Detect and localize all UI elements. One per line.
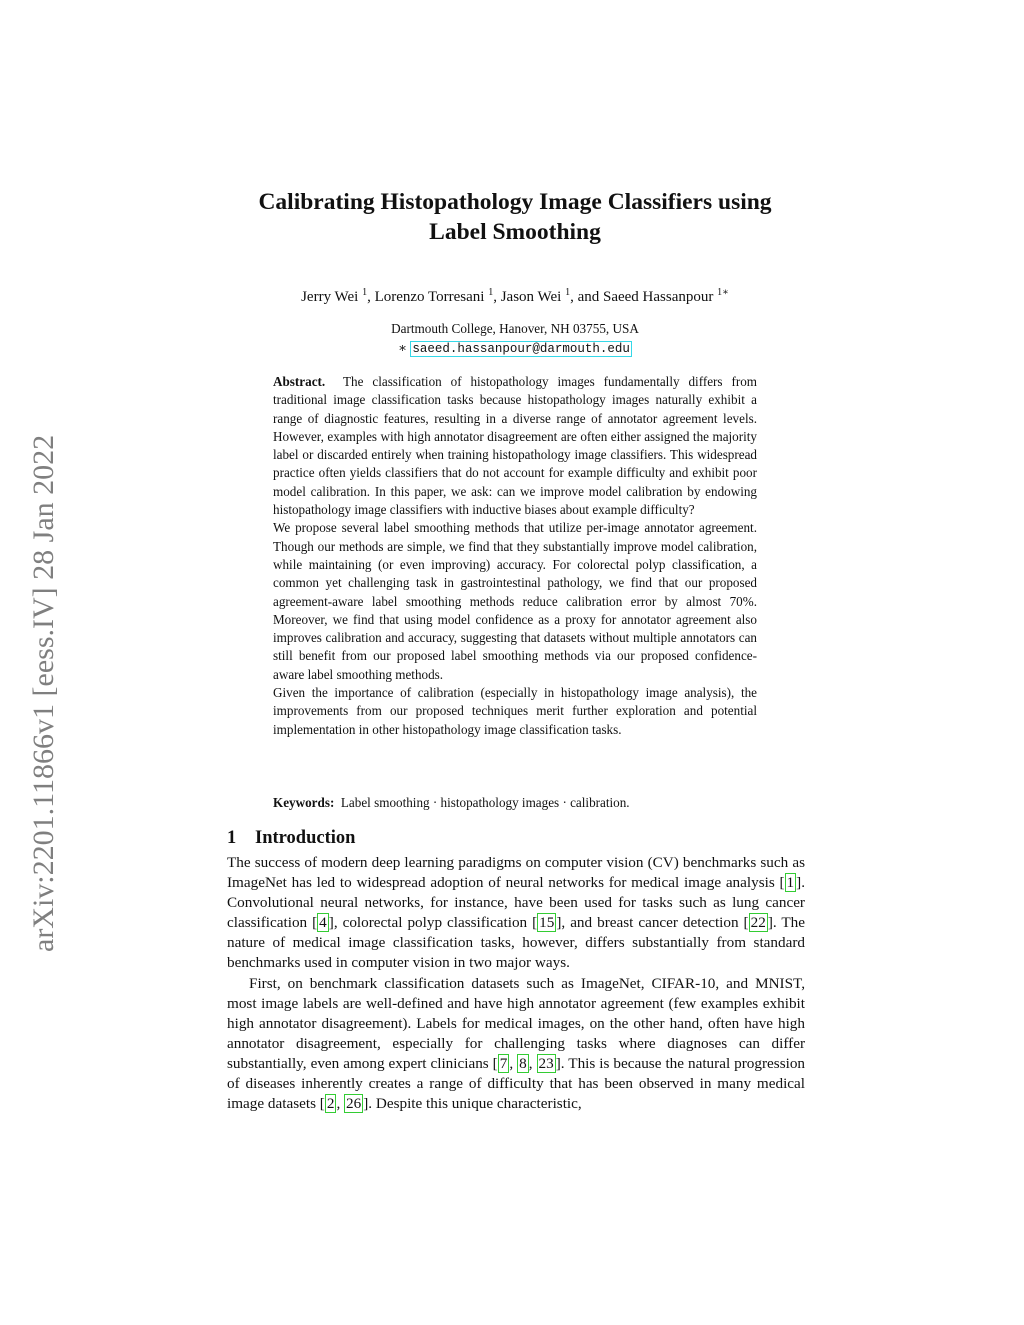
- citation-link[interactable]: 4: [319, 914, 327, 932]
- paragraph-text: ]. The nature of medical image classification tasks, however, differs substantially from standard benchmarks used in computer vision in two major ways.: [227, 914, 805, 972]
- citation-link[interactable]: 7: [499, 1054, 508, 1072]
- paragraph-text: ]. Convolutional neural networks, for instance, have been used for tasks such as lung cancer classification [: [227, 874, 805, 932]
- paragraph-text: The success of modern deep learning paradigms on computer vision (CV) benchmarks such as ImageNet has led to widespread adoption of neural networks for medical image analysis [: [227, 854, 805, 892]
- paragraph-text: ]. Despite this unique characteristic,: [363, 1095, 582, 1113]
- author-separator: ,: [493, 289, 501, 305]
- citation-link[interactable]: 2: [326, 1095, 335, 1113]
- paragraph-text: ], and breast cancer detection [: [556, 914, 749, 932]
- section-number: 1: [227, 828, 237, 848]
- introduction-body: [227, 853, 805, 1114]
- author-separator: ,: [367, 289, 375, 305]
- keywords-text: Label smoothing · histopathology images · calibration.: [340, 795, 630, 810]
- email-link[interactable]: saeed.hassanpour@darmouth.edu: [412, 342, 630, 356]
- affiliation: Dartmouth College, Hanover, NH 03755, USA: [391, 321, 639, 336]
- author-affiliation-mark: 1: [488, 287, 494, 298]
- author-name: Jason Wei: [500, 289, 562, 305]
- author-name: Saeed Hassanpour: [602, 289, 714, 305]
- abstract-label: Abstract.: [273, 374, 326, 389]
- paragraph-text: ]. This is because the natural progression of diseases inherently creates a range of difficulty that has been observed in many medical image datasets [: [227, 1054, 806, 1113]
- paragraph-text: ,: [509, 1054, 518, 1072]
- author-affiliation-mark: 1∗: [717, 287, 729, 298]
- section-title: Introduction: [255, 828, 356, 848]
- keywords-label: Keywords:: [273, 795, 335, 810]
- citation-link[interactable]: 26: [346, 1095, 362, 1113]
- citation-link[interactable]: 15: [539, 914, 555, 932]
- author-separator: , and: [570, 289, 603, 305]
- paragraph-text: ,: [336, 1095, 345, 1113]
- author-name: Jerry Wei: [301, 289, 359, 305]
- affiliation-block: [225, 319, 805, 359]
- intro-paragraph-1: [227, 853, 805, 974]
- paragraph-text: ,: [528, 1054, 537, 1072]
- paragraph-text: ], colorectal polyp classification [: [328, 914, 538, 932]
- citation-link[interactable]: 23: [538, 1054, 554, 1072]
- abstract-paragraph-2: We propose several label smoothing methods that utilize per-image annotator agreement. Though our methods are simple, we find that they substantially improve model calibration, while maintaining (or even improving) accuracy. For colorectal polyp classification, a common yet challenging task in gastrointestinal pathology, we find that our proposed agreement-aware label smoothing methods reduce calibration error by almost 70%. Moreover, we find that using model confidence as a proxy for annotator agreement also improves calibration and accuracy, suggesting that datasets without multiple annotators can still benefit from our proposed label smoothing methods via our proposed confidence-aware label smoothing methods.: [273, 520, 757, 682]
- keywords: [273, 794, 757, 812]
- paper-title-line-2: Label Smoothing: [429, 219, 601, 245]
- author-affiliation-mark: 1: [362, 287, 368, 298]
- email-marker: ∗: [398, 340, 408, 355]
- citation-link[interactable]: 1: [786, 874, 795, 892]
- citation-link[interactable]: 8: [519, 1054, 527, 1072]
- abstract-paragraph-1: [273, 373, 757, 519]
- author-name: Lorenzo Torresani: [374, 289, 485, 305]
- abstract-paragraph-3: Given the importance of calibration (especially in histopathology image analysis), the improvements from our proposed techniques merit further exploration and potential implementation in other histopathology image classification tasks.: [273, 685, 757, 737]
- email-line: [225, 338, 805, 359]
- section-heading-introduction: [227, 826, 355, 850]
- paper-title-line-1: Calibrating Histopathology Image Classifiers using: [258, 189, 772, 215]
- author-affiliation-mark: 1: [565, 287, 571, 298]
- abstract: [273, 373, 757, 739]
- arxiv-identifier: arXiv:2201.11866v1 [eess.IV] 28 Jan 2022: [27, 434, 60, 952]
- abstract-text-1: The classification of histopathology images fundamentally differs from traditional image classification tasks because histopathology images naturally exhibit a range of diagnostic features, resulting in a diverse range of annotator agreement levels. However, examples with high annotator disagreement are often either assigned the majority label or discarded entirely when training histopathology image classifiers. This widespread practice often yields classifiers that do not account for example difficulty and exhibit poor model calibration. In this paper, we ask: can we improve model calibration by endowing histopathology image classifiers with inductive biases about example difficulty?: [273, 374, 757, 518]
- intro-paragraph-2: [227, 974, 805, 1115]
- paper-title: [225, 187, 805, 247]
- paragraph-text: First, on benchmark classification datasets such as ImageNet, CIFAR-10, and MNIST, most image labels are well-defined and have high annotator agreement (few examples exhibit high annotator disagreement). Labels for medical images, on the other hand, often have high annotator disagreement, especially for challenging tasks where diagnoses can differ substantially, even among expert clinicians [: [227, 974, 805, 1072]
- citation-link[interactable]: 22: [750, 914, 766, 932]
- author-list: [225, 283, 805, 307]
